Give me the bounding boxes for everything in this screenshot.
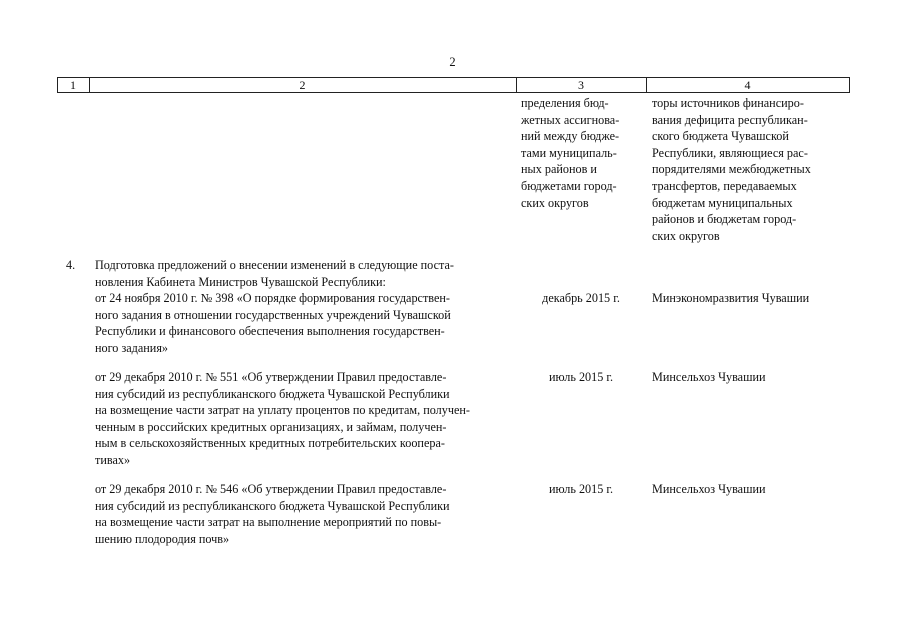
row-2-deadline: июль 2015 г. <box>548 370 614 384</box>
text-line: ного задания» <box>95 340 169 355</box>
text-line: ного задания в отношении государственных учреждений Чувашской <box>95 307 451 322</box>
row-1-text <box>95 290 509 356</box>
text-line: тами муниципаль- <box>521 145 617 160</box>
text-line: от 24 ноября 2010 г. № 398 «О порядке формирования государствен- <box>95 291 450 305</box>
header-col-1: 1 <box>70 78 76 92</box>
text-line: ского бюджета Чувашской <box>652 129 789 144</box>
text-line: трансфертов, передаваемых <box>652 178 797 193</box>
continued-col4 <box>652 95 838 244</box>
text-line: ния субсидий из республиканского бюджета Чувашской Республики <box>95 498 450 513</box>
text-line: Республики, являющиеся рас- <box>652 145 808 160</box>
text-line: ным в сельскохозяйственных кредитных потребительских коопера- <box>95 436 445 451</box>
text-line: районов и бюджетам город- <box>652 212 797 227</box>
text-line: на возмещение части затрат на выполнение мероприятий по повы- <box>95 515 442 530</box>
header-bottom-rule <box>57 92 850 93</box>
row-2-text <box>95 369 509 469</box>
text-line: шению плодородия почв» <box>95 531 230 546</box>
page-number: 2 <box>449 55 456 69</box>
text-line: на возмещение части затрат на уплату процентов по кредитам, получен- <box>95 403 470 418</box>
text-line: жетных ассигнова- <box>521 112 620 127</box>
row-1-deadline: декабрь 2015 г. <box>542 291 620 305</box>
text-line: пределения бюд- <box>521 96 609 110</box>
row-1-executor: Минэкономразвития Чувашии <box>652 291 810 305</box>
text-line: вания дефицита республикан- <box>652 112 808 127</box>
text-line: ских округов <box>521 195 589 210</box>
header-col-2: 2 <box>299 78 306 92</box>
text-line: ченным в российских кредитных организациях, и займам, получен- <box>95 419 447 434</box>
text-line: новления Кабинета Министров Чувашской Республики: <box>95 274 386 289</box>
text-line: ний между бюдже- <box>521 129 620 144</box>
header-col-4: 4 <box>744 78 751 92</box>
text-line: Республики и финансового обеспечения выполнения государствен- <box>95 324 445 339</box>
row-2-executor: Минсельхоз Чувашии <box>652 370 766 384</box>
text-line: тивах» <box>95 452 131 467</box>
continued-col3 <box>521 95 641 211</box>
text-line: от 29 декабря 2010 г. № 551 «Об утверждении Правил предоставле- <box>95 370 447 384</box>
text-line: от 29 декабря 2010 г. № 546 «Об утверждении Правил предоставле- <box>95 482 447 496</box>
text-line: Подготовка предложений о внесении изменений в следующие поста- <box>95 258 454 272</box>
header-col-3: 3 <box>578 78 584 92</box>
row-3-deadline: июль 2015 г. <box>548 482 614 496</box>
text-line: торы источников финансиро- <box>652 96 804 110</box>
text-line: бюджетам муниципальных <box>652 195 793 210</box>
header-divider <box>849 78 850 92</box>
text-line: бюджетами город- <box>521 178 617 193</box>
row-3-text <box>95 481 509 547</box>
row-3-executor: Минсельхоз Чувашии <box>652 482 766 496</box>
text-line: ния субсидий из республиканского бюджета Чувашской Республики <box>95 386 450 401</box>
text-line: ских округов <box>652 228 720 243</box>
text-line: ных районов и <box>521 162 597 177</box>
item-number: 4. <box>66 258 76 272</box>
text-line: порядителями межбюджетных <box>652 162 811 177</box>
item-intro <box>95 257 509 290</box>
